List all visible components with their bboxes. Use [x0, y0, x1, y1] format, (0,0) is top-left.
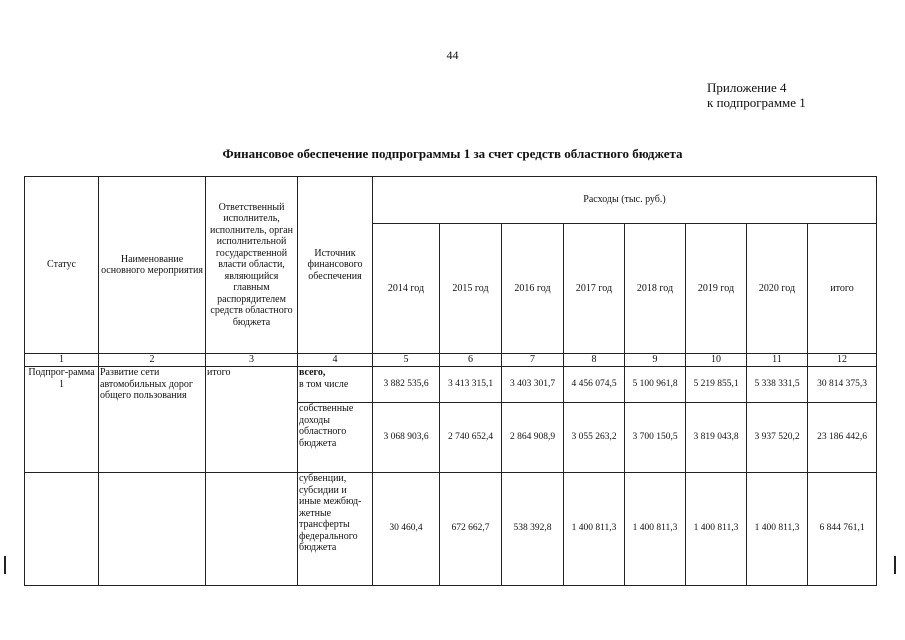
- header-year: 2015 год: [440, 224, 502, 354]
- source-label-bold: всего,: [299, 367, 326, 378]
- column-number: 4: [298, 354, 373, 367]
- column-number: 5: [373, 354, 440, 367]
- column-number: 11: [747, 354, 808, 367]
- column-number: 2: [99, 354, 206, 367]
- header-responsible: Ответственный исполнитель, исполнитель, орган исполнительной государственной власти области, являющийся главным распорядителем средств областного бюджета: [206, 177, 298, 354]
- value-cell: 5 338 331,5: [747, 367, 808, 403]
- status-cell: Подпрог-рамма 1: [25, 367, 99, 473]
- value-cell: 1 400 811,3: [747, 473, 808, 586]
- value-cell: 1 400 811,3: [564, 473, 625, 586]
- total-cell: 30 814 375,3: [808, 367, 877, 403]
- financing-table: [24, 176, 877, 586]
- column-number: 6: [440, 354, 502, 367]
- header-year: 2014 год: [373, 224, 440, 354]
- value-cell: 3 055 263,2: [564, 403, 625, 473]
- column-number: 8: [564, 354, 625, 367]
- appendix-line-1: Приложение 4: [707, 80, 787, 95]
- column-number: 10: [686, 354, 747, 367]
- total-cell: 23 186 442,6: [808, 403, 877, 473]
- header-year: 2020 год: [747, 224, 808, 354]
- header-year: 2019 год: [686, 224, 747, 354]
- total-cell: 6 844 761,1: [808, 473, 877, 586]
- source-cell: субвенции, субсидии и иные межбюд-жетные трансферты федерального бюджета: [298, 473, 373, 586]
- value-cell: 3 937 520,2: [747, 403, 808, 473]
- header-year: 2017 год: [564, 224, 625, 354]
- value-cell: 2 864 908,9: [502, 403, 564, 473]
- source-cell: собственные доходы областного бюджета: [298, 403, 373, 473]
- header-year: 2018 год: [625, 224, 686, 354]
- activity-name-cell: Развитие сети автомобильных дорог общего пользования: [99, 367, 206, 473]
- source-label: в том числе: [299, 378, 349, 390]
- responsible-cell: итого: [206, 367, 298, 473]
- value-cell: 3 068 903,6: [373, 403, 440, 473]
- column-number: 1: [25, 354, 99, 367]
- table-row: [25, 367, 877, 403]
- empty-name-cell: [99, 473, 206, 586]
- document-title: Финансовое обеспечение подпрограммы 1 за счет средств областного бюджета: [222, 146, 683, 161]
- value-cell: 3 403 301,7: [502, 367, 564, 403]
- column-number-row: [25, 354, 877, 367]
- header-status: Статус: [25, 177, 99, 354]
- value-cell: 1 400 811,3: [686, 473, 747, 586]
- value-cell: 1 400 811,3: [625, 473, 686, 586]
- value-cell: 3 882 535,6: [373, 367, 440, 403]
- header-activity-name: Наименование основного мероприятия: [99, 177, 206, 354]
- appendix-line-2: к подпрограмме 1: [707, 95, 806, 110]
- header-expenses: Расходы (тыс. руб.): [373, 177, 877, 224]
- value-cell: 30 460,4: [373, 473, 440, 586]
- empty-responsible-cell: [206, 473, 298, 586]
- value-cell: 5 100 961,8: [625, 367, 686, 403]
- column-number: 12: [808, 354, 877, 367]
- appendix-note: [707, 80, 806, 110]
- column-number: 3: [206, 354, 298, 367]
- value-cell: 3 700 150,5: [625, 403, 686, 473]
- column-number: 7: [502, 354, 564, 367]
- value-cell: 538 392,8: [502, 473, 564, 586]
- header-year: 2016 год: [502, 224, 564, 354]
- value-cell: 3 413 315,1: [440, 367, 502, 403]
- value-cell: 3 819 043,8: [686, 403, 747, 473]
- header-funding-source: Источник финансового обеспечения: [298, 177, 373, 354]
- right-margin-mark: [894, 556, 896, 574]
- page-number: 44: [446, 48, 459, 62]
- source-cell: [298, 367, 373, 403]
- value-cell: 672 662,7: [440, 473, 502, 586]
- left-margin-mark: [4, 556, 6, 574]
- column-number: 9: [625, 354, 686, 367]
- table-row: [25, 473, 877, 586]
- header-total: итого: [808, 224, 877, 354]
- empty-status-cell: [25, 473, 99, 586]
- value-cell: 2 740 652,4: [440, 403, 502, 473]
- value-cell: 4 456 074,5: [564, 367, 625, 403]
- value-cell: 5 219 855,1: [686, 367, 747, 403]
